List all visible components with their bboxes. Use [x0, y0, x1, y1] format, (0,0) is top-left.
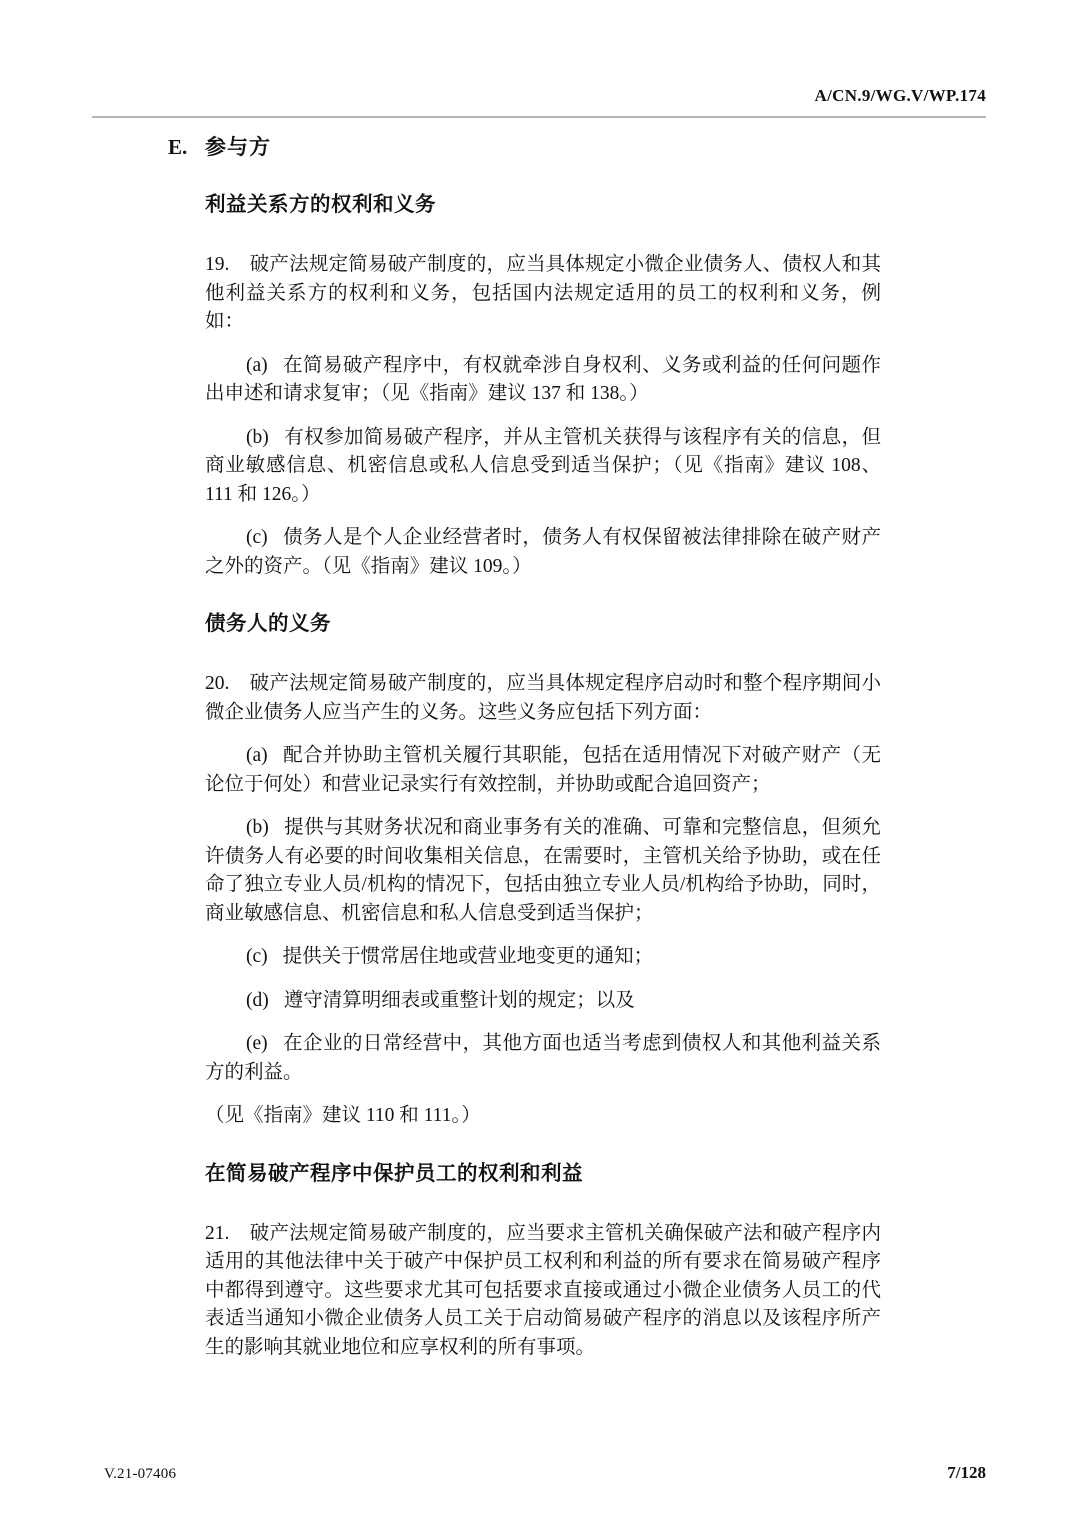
item-text: 遵守清算明细表或重整计划的规定；以及 [283, 989, 635, 1011]
paragraph-20-item-b [205, 814, 881, 928]
paragraph-19-item-a [205, 352, 881, 409]
subheading-debtor-obligations: 债务人的义务 [205, 613, 331, 635]
paragraph-20-item-e [205, 1030, 881, 1087]
item-marker-b: (b) [246, 426, 269, 448]
paragraph-19-item-b [205, 424, 881, 510]
paragraph-20-number: 20. [205, 673, 230, 694]
paragraph-19-item-c [205, 524, 881, 581]
item-marker-e: (e) [246, 1033, 268, 1054]
paragraph-19-number: 19. [205, 254, 230, 275]
paragraph-20 [205, 670, 881, 727]
paragraph-19-text: 破产法规定简易破产制度的，应当具体规定小微企业债务人、债权人和其他利益关系方的权利和义务，包括国内法规定适用的员工的权利和义务，例如： [205, 254, 881, 332]
item-text: 在企业的日常经营中，其他方面也适当考虑到债权人和其他利益关系方的利益。 [205, 1033, 881, 1083]
item-text: 提供与其财务状况和商业事务有关的准确、可靠和完整信息，但须允许债务人有必要的时间收集相关信息，在需要时，主管机关给予协助，或在任命了独立专业人员/机构的情况下，包括由独立专业人员/机构给予协助，同时，商业敏感信息、机密信息和私人信息受到适当保护； [205, 817, 881, 924]
section-title: 参与方 [205, 135, 271, 159]
item-text: 配合并协助主管机关履行其职能，包括在适用情况下对破产财产（无论位于何处）和营业记录实行有效控制，并协助或配合追回资产； [205, 745, 881, 795]
paragraph-21-text: 破产法规定简易破产制度的，应当要求主管机关确保破产法和破产程序内适用的其他法律中关于破产中保护员工权利和利益的所有要求在简易破产程序中都得到遵守。这些要求尤其可包括要求直接或通过小微企业债务人员工的代表适当通知小微企业债务人员工关于启动简易破产程序的消息以及该程序所产生的影响其就业地位和应享权利的所有事项。 [205, 1222, 881, 1358]
paragraph-20-item-c [205, 943, 881, 972]
subheading-employee-protection: 在简易破产程序中保护员工的权利和利益 [205, 1162, 583, 1185]
document-symbol: A/CN.9/WG.V/WP.174 [814, 86, 986, 105]
item-text: 在简易破产程序中，有权就牵涉自身权利、义务或利益的任何问题作出申述和请求复审；（见《指南》建议 137 和 138。） [205, 354, 881, 404]
paragraph-19 [205, 251, 881, 337]
item-text: 提供关于惯常居住地或营业地变更的通知； [282, 946, 654, 967]
paragraph-20-item-d [205, 987, 881, 1016]
item-marker-c: (c) [246, 946, 268, 967]
paragraph-20-item-a [205, 742, 881, 799]
item-marker-a: (a) [246, 354, 268, 376]
paragraph-21-number: 21. [205, 1222, 230, 1244]
item-marker-c: (c) [246, 527, 268, 548]
item-text: 有权参加简易破产程序，并从主管机关获得与该程序有关的信息，但商业敏感信息、机密信息或私人信息受到适当保护；（见《指南》建议 108、111 和 126。） [205, 426, 881, 505]
footer-document-number: V.21-07406 [104, 1466, 177, 1482]
item-marker-d: (d) [246, 989, 269, 1011]
footer-page-number: 7/128 [947, 1463, 986, 1482]
item-text: 债务人是个人企业经营者时，债务人有权保留被法律排除在破产财产之外的资产。（见《指南》建议 109。） [205, 527, 881, 577]
item-marker-a: (a) [246, 745, 268, 766]
subheading-stakeholder-rights: 利益关系方的权利和义务 [205, 194, 436, 216]
paragraph-20-text: 破产法规定简易破产制度的，应当具体规定程序启动时和整个程序期间小微企业债务人应当产生的义务。这些义务应包括下列方面： [205, 673, 881, 723]
paragraph-20-guide-note: （见《指南》建议 110 和 111。） [205, 1105, 481, 1126]
section-heading [168, 132, 881, 162]
document-body [168, 0, 881, 1362]
item-marker-b: (b) [246, 817, 269, 838]
section-letter: E. [168, 135, 188, 159]
paragraph-21 [205, 1220, 881, 1363]
